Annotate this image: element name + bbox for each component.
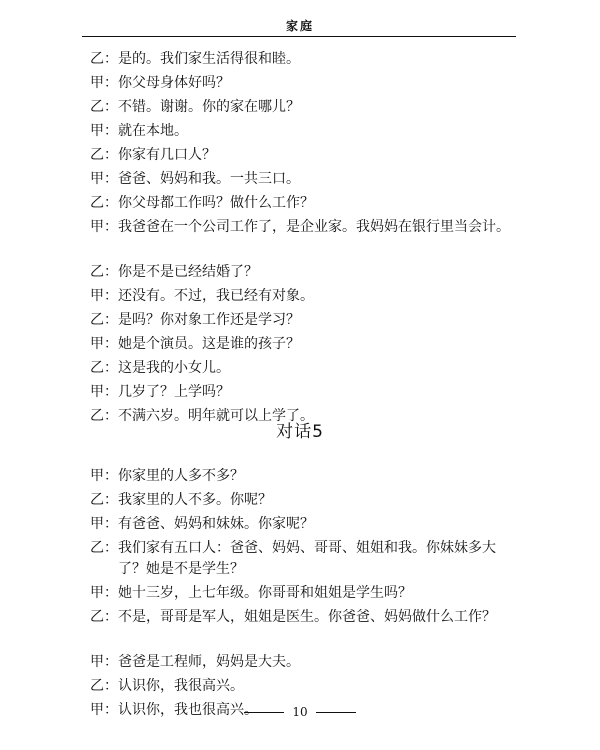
speaker-label: 乙： xyxy=(90,99,118,115)
speech-text: 就在本地。 xyxy=(118,123,188,139)
speech-text: 你家里的人多不多？ xyxy=(118,468,244,484)
speaker-label: 甲： xyxy=(90,75,118,91)
footer-rule-right xyxy=(316,712,356,713)
speech-text: 有爸爸、妈妈和妹妹。你家呢？ xyxy=(118,516,314,532)
speaker-label: 乙： xyxy=(90,678,118,694)
speech-text: 不满六岁。明年就可以上学了。 xyxy=(118,408,314,424)
speaker-label: 甲： xyxy=(90,123,118,139)
dialogue-line xyxy=(90,490,510,514)
dialogue-line xyxy=(90,169,510,193)
speech-text: 是的。我们家生活得很和睦。 xyxy=(118,51,300,67)
header-rule xyxy=(82,36,516,37)
dialogue-line xyxy=(90,286,510,310)
speech-text: 爸爸、妈妈和我。一共三口。 xyxy=(118,171,300,187)
speaker-label: 乙： xyxy=(90,147,118,163)
dialogue-line xyxy=(90,652,510,676)
speech-text: 你是不是已经结婚了？ xyxy=(118,264,258,280)
speaker-label: 甲： xyxy=(90,585,118,601)
dialogue-line xyxy=(90,310,510,334)
speech-text: 你父母都工作吗？做什么工作？ xyxy=(118,195,314,211)
speaker-label: 乙： xyxy=(90,360,118,376)
speech-text: 爸爸是工程师，妈妈是大夫。 xyxy=(118,654,300,670)
speaker-label: 甲： xyxy=(90,336,118,352)
dialogue-line xyxy=(90,676,510,700)
footer-rule-left xyxy=(244,712,284,713)
dialogue-block-1 xyxy=(90,49,510,430)
dialogue-line xyxy=(90,538,510,583)
dialogue-line xyxy=(90,466,510,490)
dialogue-line xyxy=(90,334,510,358)
speech-text: 我家里的人不多。你呢？ xyxy=(118,492,272,508)
section-title: 对话5 xyxy=(276,422,324,442)
dialogue-line xyxy=(90,382,510,406)
speech-text: 这是我的小女儿。 xyxy=(118,360,230,376)
speaker-label: 乙： xyxy=(90,195,118,211)
dialogue-line xyxy=(90,583,510,607)
dialogue-line xyxy=(90,49,510,73)
dialogue-line xyxy=(90,607,510,652)
speech-text: 我们家有五口人：爸爸、妈妈、哥哥、姐姐和我。你妹妹多大了？她是不是学生？ xyxy=(118,540,496,577)
dialogue-line xyxy=(90,193,510,217)
speech-text: 几岁了？上学吗？ xyxy=(118,384,230,400)
speech-text: 还没有。不过，我已经有对象。 xyxy=(118,288,314,304)
speech-text: 不错。谢谢。你的家在哪儿？ xyxy=(118,99,300,115)
speaker-label: 乙： xyxy=(90,540,118,556)
speaker-label: 甲： xyxy=(90,171,118,187)
dialogue-line xyxy=(90,73,510,97)
dialogue-line xyxy=(90,217,510,262)
speaker-label: 乙： xyxy=(90,264,118,280)
speaker-label: 甲： xyxy=(90,468,118,484)
speaker-label: 乙： xyxy=(90,51,118,67)
speech-text: 你父母身体好吗？ xyxy=(118,75,230,91)
page-number: 10 xyxy=(292,705,308,719)
speaker-label: 乙： xyxy=(90,492,118,508)
running-header: 家庭 xyxy=(285,19,314,33)
speech-text: 她是个演员。这是谁的孩子？ xyxy=(118,336,300,352)
dialogue-line xyxy=(90,145,510,169)
dialogue-line xyxy=(90,262,510,286)
speech-text: 我爸爸在一个公司工作了，是企业家。我妈妈在银行里当会计。 xyxy=(118,219,510,235)
speaker-label: 乙： xyxy=(90,408,118,424)
dialogue-line xyxy=(90,121,510,145)
speaker-label: 乙： xyxy=(90,312,118,328)
speech-text: 不是，哥哥是军人，姐姐是医生。你爸爸、妈妈做什么工作？ xyxy=(118,609,496,625)
speech-text: 认识你，我也很高兴。 xyxy=(118,702,258,718)
dialogue-block-2 xyxy=(90,466,510,724)
speaker-label: 甲： xyxy=(90,288,118,304)
speech-text: 认识你，我很高兴。 xyxy=(118,678,244,694)
dialogue-line xyxy=(90,97,510,121)
speaker-label: 乙： xyxy=(90,609,118,625)
speaker-label: 甲： xyxy=(90,219,118,235)
dialogue-line xyxy=(90,514,510,538)
speaker-label: 甲： xyxy=(90,384,118,400)
dialogue-line xyxy=(90,358,510,382)
page-footer xyxy=(0,705,600,719)
speaker-label: 甲： xyxy=(90,654,118,670)
speech-text: 是吗？你对象工作还是学习？ xyxy=(118,312,300,328)
speaker-label: 甲： xyxy=(90,702,118,718)
speaker-label: 甲： xyxy=(90,516,118,532)
speech-text: 她十三岁，上七年级。你哥哥和姐姐是学生吗？ xyxy=(118,585,412,601)
speech-text: 你家有几口人？ xyxy=(118,147,216,163)
